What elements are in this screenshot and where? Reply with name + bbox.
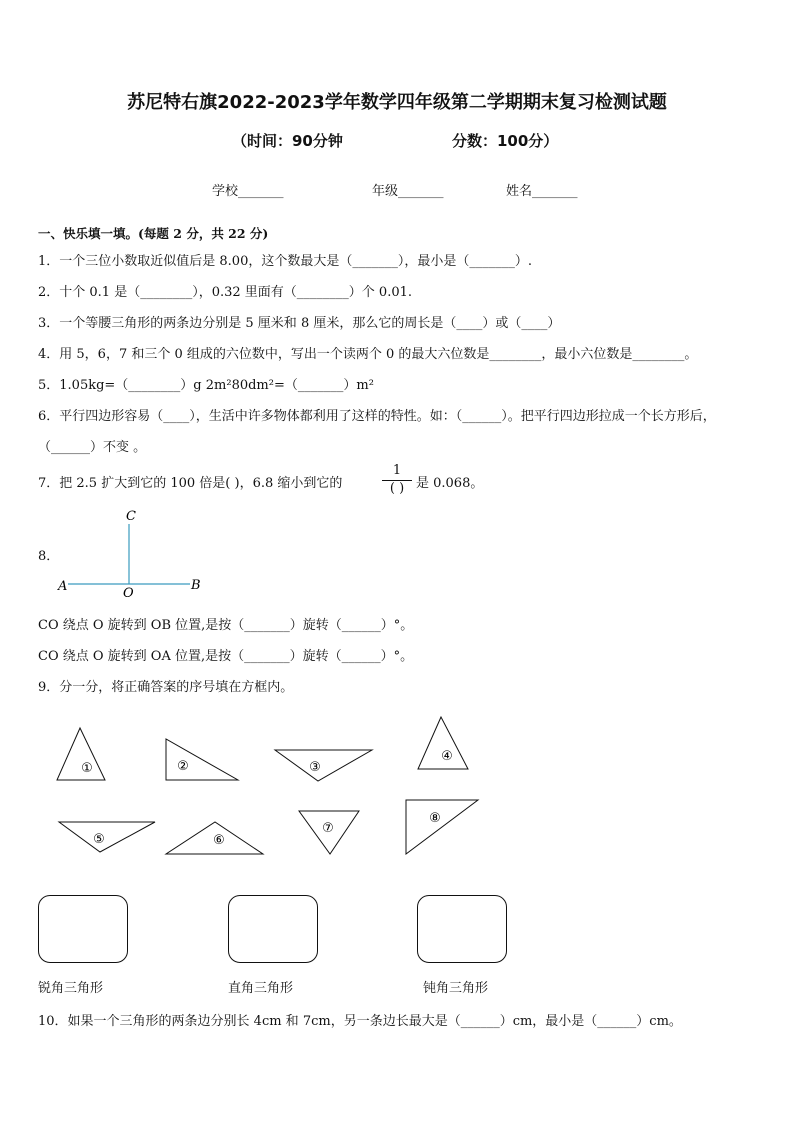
- answer-box-right[interactable]: [228, 895, 318, 963]
- question-9: 9．分一分，将正确答案的序号填在方框内。: [38, 680, 294, 695]
- triangles-group: [57, 717, 478, 854]
- answer-box-obtuse[interactable]: [417, 895, 507, 963]
- triangle-label-7: ⑦: [322, 821, 334, 836]
- question-1: 1．一个三位小数取近似值后是 8.00，这个数最大是（_______），最小是（_______）.: [38, 254, 532, 269]
- exam-time: （时间：90分钟: [232, 132, 343, 150]
- question-6-line1: 6．平行四边形容易（____），生活中许多物体都利用了这样的特性。如：（______）。把平行四边形拉成一个长方形后，: [38, 409, 716, 424]
- fraction-numerator: 1: [392, 463, 402, 478]
- rotation-figure: [57, 509, 201, 601]
- question-4: 4．用 5，6，7 和三个 0 组成的六位数中，写出一个读两个 0 的最大六位数是________，最小六位数是________。: [38, 347, 698, 362]
- label-acute: 锐角三角形: [38, 981, 104, 996]
- label-obtuse: 钝角三角形: [423, 981, 489, 996]
- question-8-part2: CO 绕点 O 旋转到 OA 位置,是按（_______）旋转（______）°。: [38, 649, 414, 664]
- label-b: B: [191, 578, 201, 593]
- name-field: 姓名_______: [506, 184, 578, 199]
- answer-box-acute[interactable]: [38, 895, 128, 963]
- question-2: 2．十个 0.1 是（________），0.32 里面有（________）个 0.01.: [38, 285, 412, 300]
- triangle-label-8: ⑧: [429, 811, 441, 826]
- question-6-line2: （______）不变 。: [38, 440, 147, 455]
- label-o: O: [123, 586, 134, 601]
- label-a: A: [58, 579, 68, 594]
- exam-score: 分数：100分）: [452, 132, 559, 150]
- label-c: C: [126, 509, 136, 524]
- question-10: 10．如果一个三角形的两条边分别长 4cm 和 7cm，另一条边长最大是（______）cm，最小是（______）cm。: [38, 1014, 682, 1029]
- triangle-5: [59, 822, 155, 852]
- question-8-number: 8．: [38, 549, 60, 564]
- question-7-part2: 是 0.068。: [416, 476, 484, 491]
- question-5: 5．1.05kg=（________）g 2m²80dm²=（_______）m²: [38, 378, 374, 393]
- grade-field: 年级_______: [372, 184, 444, 199]
- triangle-3: [275, 750, 372, 781]
- label-right: 直角三角形: [228, 981, 294, 996]
- triangle-label-6: ⑥: [213, 833, 225, 848]
- question-3: 3．一个等腰三角形的两条边分别是 5 厘米和 8 厘米，那么它的周长是（____）或（____）: [38, 316, 561, 331]
- triangle-labels: [81, 749, 453, 848]
- section-heading: 一、快乐填一填。(每题 2 分，共 22 分): [38, 226, 269, 241]
- fraction-denominator: ( ): [389, 481, 405, 496]
- triangle-8: [406, 800, 478, 854]
- triangle-label-4: ④: [441, 749, 453, 764]
- triangle-label-1: ①: [81, 761, 93, 776]
- triangle-label-2: ②: [177, 759, 189, 774]
- triangle-label-5: ⑤: [93, 832, 105, 847]
- school-field: 学校_______: [212, 184, 284, 199]
- page-title: 苏尼特右旗2022-2023学年数学四年级第二学期期末复习检测试题: [127, 92, 667, 113]
- triangle-label-3: ③: [309, 760, 321, 775]
- question-7-part1: 7．把 2.5 扩大到它的 100 倍是( )，6.8 缩小到它的: [38, 476, 343, 491]
- question-8-part1: CO 绕点 O 旋转到 OB 位置,是按（_______）旋转（______）°。: [38, 618, 414, 633]
